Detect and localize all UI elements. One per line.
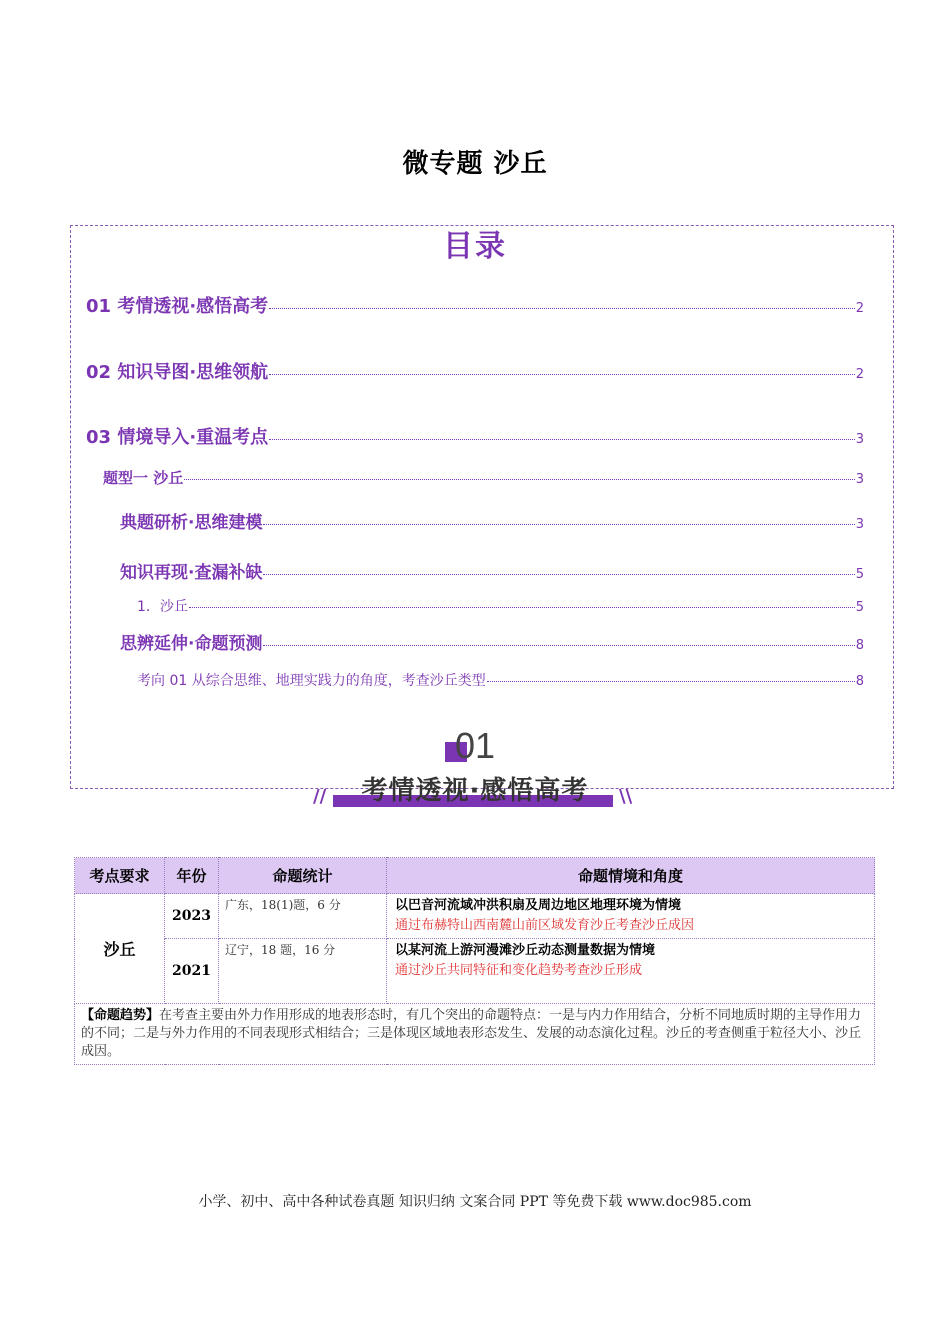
toc-leader-dots — [487, 681, 855, 682]
column-header: 命题统计 — [219, 858, 387, 894]
toc-item-page: 2 — [855, 367, 864, 382]
section-title: 考情透视·感悟高考 — [361, 776, 589, 806]
toc-leader-dots — [269, 308, 855, 309]
toc-item[interactable] — [86, 423, 864, 449]
trend-text: 在考查主要由外力作用形成的地表形态时，有几个突出的命题特点：一是与内力作用结合，分析不同地质时期的主导作用力的不同；二是与外力作用的不同表现形式相结合；三是体现区域地表形态发生、发展的动态演化过程。沙丘的考查侧重于粒径大小、沙丘成因。 — [81, 1008, 862, 1059]
context-scene: 以某河流上游河漫滩沙丘动态测量数据为情境 — [395, 943, 656, 958]
toc-item-page: 5 — [855, 567, 864, 582]
toc-leader-dots — [184, 479, 854, 480]
toc-item-page: 3 — [855, 432, 864, 447]
toc-leader-dots — [263, 574, 854, 575]
trend-label: 【命题趋势】 — [81, 1008, 160, 1023]
context-angle: 通过沙丘共同特征和变化趋势考查沙丘形成 — [395, 963, 643, 978]
toc-item[interactable] — [120, 629, 864, 654]
stat-cell: 辽宁，18 题，16 分 — [219, 939, 387, 1004]
table-row — [75, 894, 875, 939]
column-header: 考点要求 — [75, 858, 165, 894]
toc-item[interactable] — [86, 358, 864, 384]
context-scene: 以巴音河流域冲洪积扇及周边地区地理环境为情境 — [395, 898, 682, 913]
toc-item[interactable] — [103, 467, 864, 488]
page-footer: 小学、初中、高中各种试卷真题 知识归纳 文案合同 PPT 等免费下载 www.doc985.com — [198, 1194, 752, 1210]
column-header: 命题情境和角度 — [387, 858, 875, 894]
context-cell — [387, 894, 875, 939]
toc-item-label: 典题研析·思维建模 — [120, 513, 263, 533]
toc-leader-dots — [263, 524, 854, 525]
topic-cell: 沙丘 — [75, 894, 165, 1004]
year-cell: 2023 — [165, 894, 219, 939]
trend-cell — [75, 1004, 875, 1065]
toc-item-page: 3 — [855, 472, 864, 487]
table-header-row — [75, 858, 875, 894]
toc-item[interactable] — [120, 508, 864, 533]
toc-item-page: 5 — [855, 600, 864, 615]
toc-item-label: 思辨延伸·命题预测 — [120, 634, 263, 654]
toc-item[interactable] — [137, 596, 864, 616]
slash-decoration-icon: // — [313, 786, 327, 807]
toc-leader-dots — [269, 439, 855, 440]
toc-heading: 目录 — [443, 229, 507, 264]
toc-item-page: 2 — [855, 301, 864, 316]
stat-cell: 广东，18(1)题，6 分 — [219, 894, 387, 939]
toc-item-label: 1．沙丘 — [137, 599, 188, 615]
toc-item-label: 01 考情透视·感悟高考 — [86, 296, 269, 317]
toc-item-label: 题型一 沙丘 — [103, 469, 184, 487]
column-header: 年份 — [165, 858, 219, 894]
table-row — [75, 939, 875, 1004]
trend-row — [75, 1004, 875, 1065]
toc-item-label: 03 情境导入·重温考点 — [86, 427, 269, 448]
slash-decoration-icon: \\ — [619, 786, 633, 807]
context-cell — [387, 939, 875, 1004]
toc-item[interactable] — [86, 292, 864, 318]
document-title: 微专题 沙丘 — [402, 149, 548, 179]
section-number: 01 — [455, 725, 496, 766]
toc-item-page: 8 — [855, 638, 864, 653]
toc-item-label: 02 知识导图·思维领航 — [86, 362, 269, 383]
toc-item[interactable] — [137, 670, 864, 690]
exam-analysis-table — [74, 857, 875, 1065]
year-cell: 2021 — [165, 939, 219, 1004]
toc-leader-dots — [263, 645, 854, 646]
context-angle: 通过布赫特山西南麓山前区域发育沙丘考查沙丘成因 — [395, 918, 695, 933]
toc-item-label: 考向 01 从综合思维、地理实践力的角度，考查沙丘类型 — [137, 673, 486, 689]
toc-item-label: 知识再现·查漏补缺 — [120, 563, 263, 583]
toc-item-page: 3 — [855, 517, 864, 532]
toc-item-page: 8 — [855, 674, 864, 689]
toc-leader-dots — [269, 374, 855, 375]
toc-leader-dots — [189, 607, 855, 608]
toc-item[interactable] — [120, 558, 864, 583]
